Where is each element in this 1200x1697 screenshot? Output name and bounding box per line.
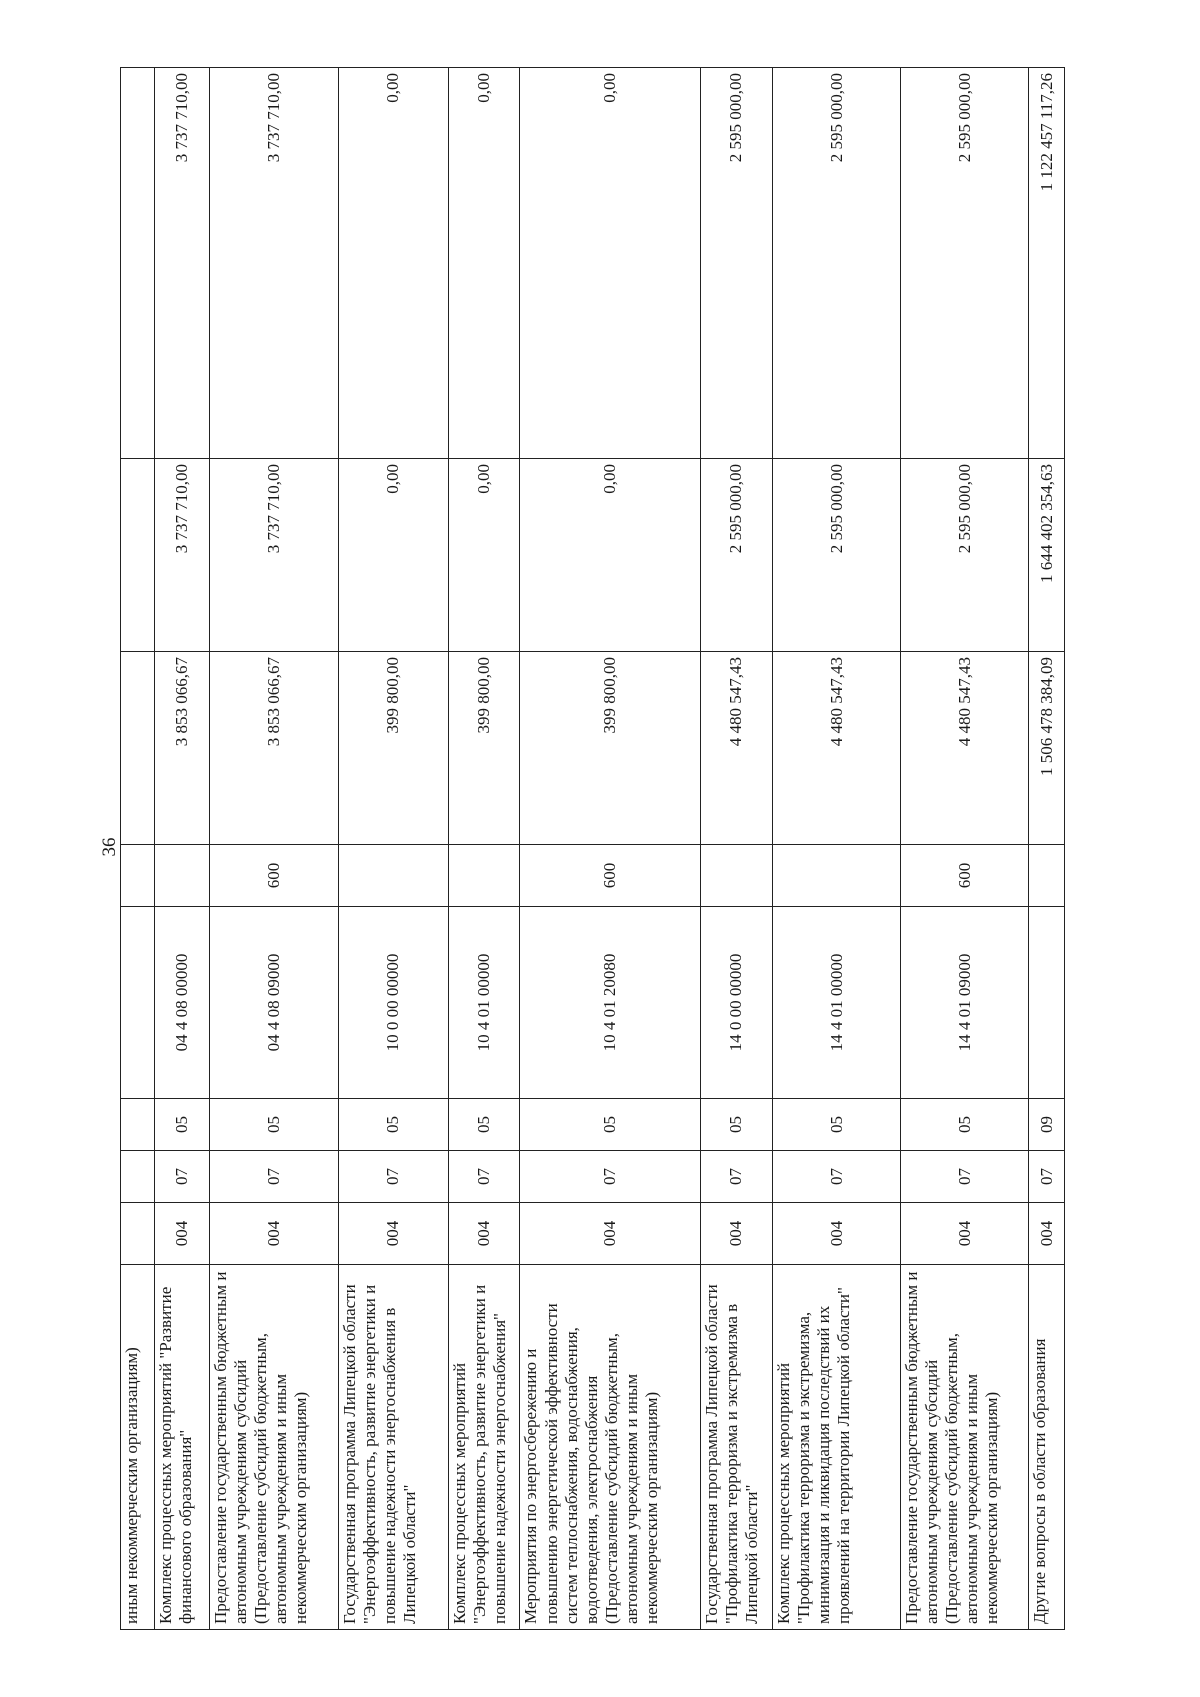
table-row [121,68,155,1630]
amount-year-3: 2 595 000,00 [772,68,900,459]
section-code: 07 [1029,1151,1065,1203]
row-name: Другие вопросы в области образования [1029,1265,1065,1630]
section-code: 07 [520,1151,700,1203]
ministry-code: 004 [209,1203,338,1265]
table-row [1029,68,1065,1630]
row-name: Предоставление государственным бюджетным и автономным учреждениям субсидий (Предоставление субсидий бюджетным, автономным учреждениям и иным некоммерческим организациям) [209,1265,338,1630]
section-code: 07 [448,1151,520,1203]
amount-year-2 [121,459,155,652]
row-name: Комплекс процессных мероприятий "Профилактика терроризма и экстремизма, минимизация и ликвидация последствий их проявлений на территории Липецкой области" [772,1265,900,1630]
table-row [520,68,700,1630]
amount-year-3: 0,00 [338,68,448,459]
subsection-code: 05 [338,1099,448,1151]
amount-year-3: 2 595 000,00 [700,68,772,459]
ministry-code: 004 [155,1203,209,1265]
target-article-code: 14 4 01 09000 [901,907,1029,1099]
ministry-code: 004 [901,1203,1029,1265]
expense-type-code: 600 [901,845,1029,907]
amount-year-3: 1 122 457 117,26 [1029,68,1065,459]
table-row [209,68,338,1630]
expense-type-code [448,845,520,907]
section-code: 07 [338,1151,448,1203]
rotated-page-content [120,68,1065,1630]
amount-year-1 [121,652,155,845]
ministry-code: 004 [772,1203,900,1265]
subsection-code: 05 [155,1099,209,1151]
amount-year-1: 399 800,00 [520,652,700,845]
amount-year-2: 2 595 000,00 [700,459,772,652]
subsection-code: 05 [901,1099,1029,1151]
expense-type-code: 600 [209,845,338,907]
expense-type-code [772,845,900,907]
target-article-code [1029,907,1065,1099]
row-name: Мероприятия по энергосбережению и повышению энергетической эффективности систем теплоснабжения, водоснабжения, водоотведения, электроснабжения (Предоставление субсидий бюджетным, автономным учреждениям и иным некоммерческим организациям) [520,1265,700,1630]
amount-year-2: 0,00 [338,459,448,652]
amount-year-1: 4 480 547,43 [772,652,900,845]
ministry-code: 004 [700,1203,772,1265]
subsection-code: 05 [448,1099,520,1151]
amount-year-2: 3 737 710,00 [209,459,338,652]
row-name: Комплекс процессных мероприятий "Развитие финансового образования" [155,1265,209,1630]
subsection-code: 05 [209,1099,338,1151]
expense-type-code [1029,845,1065,907]
expense-type-code [155,845,209,907]
amount-year-2: 0,00 [520,459,700,652]
amount-year-3: 0,00 [520,68,700,459]
ministry-code: 004 [448,1203,520,1265]
subsection-code: 05 [772,1099,900,1151]
amount-year-3: 3 737 710,00 [155,68,209,459]
row-name: Предоставление государственным бюджетным и автономным учреждениям субсидий (Предоставление субсидий бюджетным, автономным учреждениям и иным некоммерческим организациям) [901,1265,1029,1630]
subsection-code: 05 [520,1099,700,1151]
amount-year-3: 3 737 710,00 [209,68,338,459]
table-row [772,68,900,1630]
target-article-code [121,907,155,1099]
expense-type-code [338,845,448,907]
row-name: Государственная программа Липецкой области "Профилактика терроризма и экстремизма в Липецкой области" [700,1265,772,1630]
amount-year-1: 4 480 547,43 [901,652,1029,845]
amount-year-1: 3 853 066,67 [209,652,338,845]
budget-table [120,67,1065,1630]
row-name: иным некоммерческим организациям) [121,1265,155,1630]
amount-year-2: 2 595 000,00 [901,459,1029,652]
expense-type-code [700,845,772,907]
row-name: Комплекс процессных мероприятий "Энергоэффективность, развитие энергетики и повышение надежности энергоснабжения" [448,1265,520,1630]
subsection-code [121,1099,155,1151]
amount-year-1: 1 506 478 384,09 [1029,652,1065,845]
expense-type-code: 600 [520,845,700,907]
section-code: 07 [772,1151,900,1203]
amount-year-1: 399 800,00 [338,652,448,845]
amount-year-3: 2 595 000,00 [901,68,1029,459]
amount-year-1: 399 800,00 [448,652,520,845]
expense-type-code [121,845,155,907]
amount-year-2: 1 644 402 354,63 [1029,459,1065,652]
amount-year-2: 2 595 000,00 [772,459,900,652]
table-row [338,68,448,1630]
target-article-code: 10 4 01 00000 [448,907,520,1099]
amount-year-2: 0,00 [448,459,520,652]
section-code: 07 [700,1151,772,1203]
section-code: 07 [901,1151,1029,1203]
ministry-code: 004 [1029,1203,1065,1265]
table-row [901,68,1029,1630]
target-article-code: 14 0 00 00000 [700,907,772,1099]
page-number: 36 [99,837,120,857]
amount-year-1: 3 853 066,67 [155,652,209,845]
section-code: 07 [209,1151,338,1203]
ministry-code [121,1203,155,1265]
amount-year-3 [121,68,155,459]
subsection-code: 09 [1029,1099,1065,1151]
amount-year-1: 4 480 547,43 [700,652,772,845]
target-article-code: 04 4 08 09000 [209,907,338,1099]
subsection-code: 05 [700,1099,772,1151]
table-row [700,68,772,1630]
target-article-code: 10 4 01 20080 [520,907,700,1099]
target-article-code: 04 4 08 00000 [155,907,209,1099]
target-article-code: 10 0 00 00000 [338,907,448,1099]
section-code [121,1151,155,1203]
ministry-code: 004 [520,1203,700,1265]
target-article-code: 14 4 01 00000 [772,907,900,1099]
table-row [155,68,209,1630]
row-name: Государственная программа Липецкой области "Энергоэффективность, развитие энергетики и повышение надежности энергоснабжения в Липецкой области" [338,1265,448,1630]
amount-year-3: 0,00 [448,68,520,459]
table-row [448,68,520,1630]
ministry-code: 004 [338,1203,448,1265]
amount-year-2: 3 737 710,00 [155,459,209,652]
section-code: 07 [155,1151,209,1203]
